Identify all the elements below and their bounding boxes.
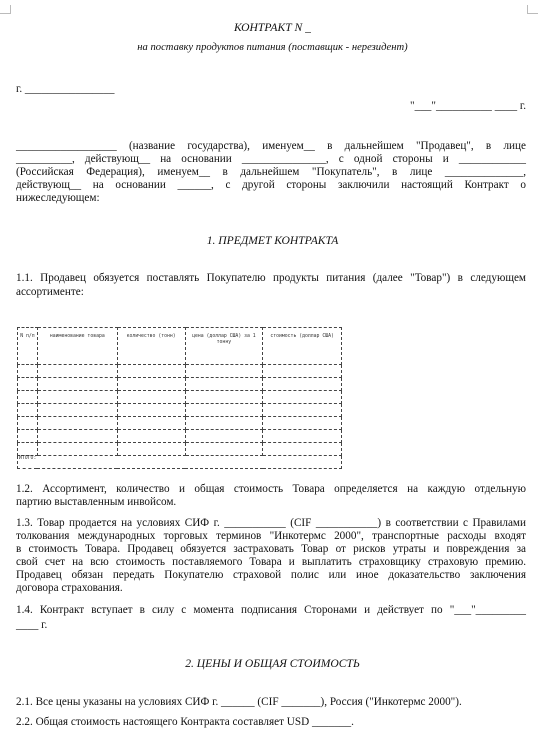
clause-2-2: 2.2. Общая стоимость настоящего Контракта составляет USD _______.	[16, 716, 354, 728]
preamble-line: __________, действующ__ на основании _______________, с одной стороны и ____________	[16, 153, 526, 165]
preamble-line: (Российская Федерация), именуем__ в дальнейшем "Покупатель", в лице ______________,	[16, 166, 526, 178]
preamble-line: действующ__ на основании ______, с другой стороны заключили настоящий Контракт о	[16, 179, 526, 191]
column-header: стоимость (доллар США)	[263, 328, 342, 365]
date-line: "___"__________ ____ г.	[410, 100, 526, 112]
document-title: КОНТРАКТ N _	[234, 21, 311, 34]
table-row	[18, 404, 342, 417]
table-header-row	[18, 328, 342, 365]
clause-1-3-line: 1.3. Товар продается на условиях СИФ г. ___________ (CIF ___________) в соответствии с Правилами	[16, 517, 526, 529]
table-row	[18, 378, 342, 391]
total-label: ИТОГО:	[18, 456, 342, 469]
table-row	[18, 430, 342, 443]
page-corner-mark	[527, 5, 538, 14]
clause-1-4-line: ____ г.	[16, 619, 48, 631]
clause-1-2-line: 1.2. Ассортимент, количество и общая стоимость Товара определяется на каждую отдельную	[16, 483, 526, 495]
column-header: цена (доллар США) за 1 тонну	[185, 328, 263, 365]
clause-1-1-line: 1.1. Продавец обязуется поставлять Покупателю продукты питания (далее "Товар") в следующем	[16, 272, 526, 284]
column-header: N п/п	[18, 328, 38, 365]
section-2-heading: 2. ЦЕНЫ И ОБЩАЯ СТОИМОСТЬ	[185, 657, 360, 670]
column-header: количество (тонн)	[117, 328, 185, 365]
page-corner-mark	[0, 5, 11, 14]
clause-1-2-line: партию выставленным инвойсом.	[16, 496, 177, 508]
clause-1-3-line: свой счет на всю стоимость поставляемого Товара и выплатить страховщику страховую премию.	[16, 556, 526, 568]
assortment-table	[17, 327, 342, 469]
document-subtitle: на поставку продуктов питания (поставщик - нерезидент)	[137, 42, 408, 53]
table-row	[18, 391, 342, 404]
clause-2-1: 2.1. Все цены указаны на условиях СИФ г. ______ (CIF _______), Россия ("Инкотермс 2000").	[16, 696, 462, 708]
clause-1-3-line: в стоимость Товара. Продавец обязуется застраховать Товар от рисков утраты и повреждения за	[16, 543, 526, 555]
clause-1-1-line: ассортименте:	[16, 286, 84, 298]
clause-1-3-line: Продавец обязан передать Покупателю страховой полис или иное доказательство заключения	[16, 569, 526, 581]
table-row	[18, 443, 342, 456]
city-line: г. ________________	[16, 83, 115, 95]
clause-1-3-line: договора страхования.	[16, 582, 123, 594]
clause-1-3-line: толкования международных торговых терминов "Инкотермс 2000", транспортные расходы входят	[16, 530, 526, 542]
preamble-line: нижеследующем:	[16, 192, 100, 204]
section-1-heading: 1. ПРЕДМЕТ КОНТРАКТА	[206, 234, 339, 247]
table-row	[18, 365, 342, 378]
preamble-line: __________________ (название государства), именуем__ в дальнейшем "Продавец", в лице	[16, 140, 526, 152]
column-header: наименование товара	[37, 328, 117, 365]
table-total-row	[18, 456, 342, 469]
clause-1-4-line: 1.4. Контракт вступает в силу с момента подписания Сторонами и действует по "___"_________	[16, 604, 526, 616]
table-row	[18, 417, 342, 430]
